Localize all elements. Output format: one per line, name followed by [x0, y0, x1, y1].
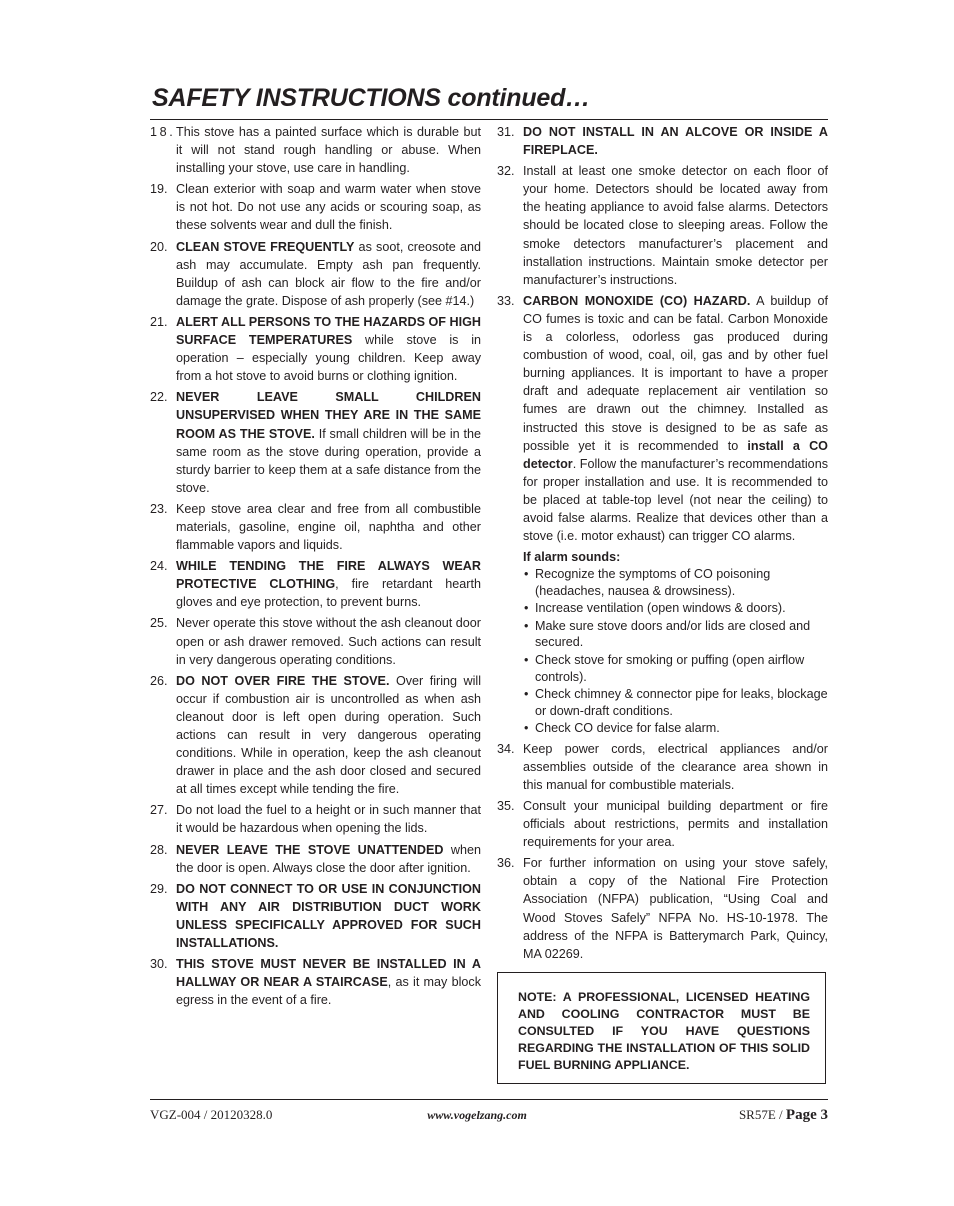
instruction-35: 35. Consult your municipal building department or fire officials about restrictions, permits and installation requirements for your area.: [497, 799, 828, 850]
list-item: • Check chimney & connector pipe for leaks, blockage or down-draft conditions.: [524, 686, 828, 718]
instruction-31: 31. DO NOT INSTALL IN AN ALCOVE OR INSIDE A FIREPLACE.: [497, 125, 828, 158]
instruction-30: 30. THIS STOVE MUST NEVER BE INSTALLED IN A HALLWAY OR NEAR A STAIRCASE, as it may block egress in the event of a fire.: [150, 957, 481, 1008]
instruction-32: 32. Install at least one smoke detector on each floor of your home. Detectors should be located away from the heating appliance to avoid false alarms. Detectors should be located close to sleeping areas. Follow the smoke detectors manufacturer’s placement and installation instructions. Maintain smoke detector per manufacturer’s instructions.: [497, 164, 828, 287]
instruction-20: 20. CLEAN STOVE FREQUENTLY as soot, creosote and ash may accumulate. Empty ash pan frequently. Buildup of ash can block air flow to the fire and/or damage the grate. Dispose of ash properly (see #14.): [150, 239, 481, 308]
page-label: Page 3: [785, 1107, 828, 1123]
list-item: • Make sure stove doors and/or lids are closed and secured.: [524, 618, 811, 650]
list-item: • Check stove for smoking or puffing (open airflow controls).: [524, 652, 805, 684]
alarm-bullet-list: [497, 566, 828, 736]
professional-note-text: NOTE: A PROFESSIONAL, LICENSED HEATING AND COOLING CONTRACTOR MUST BE CONSULTED IF YOU HAVE QUESTIONS REGARDING THE INSTALLATION OF THIS SOLID FUEL BURNING APPLIANCE.: [518, 990, 810, 1072]
professional-note-box: [497, 972, 826, 1084]
page-number: [739, 1107, 828, 1124]
bullet-icon: •: [524, 601, 529, 616]
bullet-icon: •: [524, 618, 529, 633]
alarm-heading: If alarm sounds:: [523, 550, 621, 565]
list-item: • Increase ventilation (open windows & doors).: [524, 601, 786, 616]
website-link: www.vogelzang.com: [427, 1108, 527, 1122]
list-item: • Recognize the symptoms of CO poisoning (headaches, nausea & drowsiness).: [524, 567, 771, 599]
right-column: [497, 123, 828, 966]
page-title: SAFETY INSTRUCTIONS continued…: [152, 84, 590, 112]
left-column: [150, 123, 481, 1012]
bullet-icon: •: [524, 567, 529, 582]
instruction-36: 36. For further information on using your stove safely, obtain a copy of the National Fire Protection Association (NFPA) publication, “Using Coal and Wood Stoves Safely” NFPA No. HS-10-1978. The address of the NFPA is Batterymarch Park, Quincy, MA 02269.: [497, 856, 828, 961]
bullet-icon: •: [524, 652, 529, 667]
list-item: • Check CO device for false alarm.: [524, 720, 720, 735]
instruction-28: 28. NEVER LEAVE THE STOVE UNATTENDED when the door is open. Always close the door after ignition.: [150, 842, 482, 875]
instruction-29: 29. DO NOT CONNECT TO OR USE IN CONJUNCTION WITH ANY AIR DISTRIBUTION DUCT WORK UNLESS SPECIFICALLY APPROVED FOR SUCH INSTALLATIONS.: [150, 881, 481, 951]
model-number: SR57E /: [738, 1107, 783, 1122]
instruction-27: 27. Do not load the fuel to a height or in such manner that it would be hazardous when opening the lids.: [150, 803, 481, 836]
instruction-34: 34. Keep power cords, electrical appliances and/or assemblies outside of the clearance area shown in this manual for combustible materials.: [497, 741, 828, 792]
instruction-24: 24. WHILE TENDING THE FIRE ALWAYS WEAR PROTECTIVE CLOTHING, fire retardant hearth gloves and eye protection, to prevent burns.: [150, 559, 482, 610]
instruction-22: 22. NEVER LEAVE SMALL CHILDREN UNSUPERVISED WHEN THEY ARE IN THE SAME ROOM AS THE STOVE. If small children will be in the same room as the stove during operation, provide a sturdy barrier to keep them at a safe distance from the stove.: [150, 390, 481, 495]
footer-divider: [150, 1099, 828, 1100]
bullet-icon: •: [524, 720, 529, 735]
instruction-21: 21. ALERT ALL PERSONS TO THE HAZARDS OF HIGH SURFACE TEMPERATURES while stove is in operation – especially young children. Keep away from a hot stove to avoid burns or clothing ignition.: [150, 314, 481, 384]
instruction-23: 23. Keep stove area clear and free from all combustible materials, gasoline, engine oil, naphtha and other flammable vapors and liquids.: [150, 501, 481, 553]
instruction-33: 33. CARBON MONOXIDE (CO) HAZARD. A buildup of CO fumes is toxic and can be fatal. Carbon Monoxide is a colorless, odorless gas produced during combustion of wood, coal, oil, gas and by other fuel burning appliances. It is important to have a proper draft and adequate replacement air ventilation so fumes are drawn out the chimney. Installed as instructed this stove is designed to be as safe as possible yet it is recommended to install a CO detector. Follow the manufacturer’s recommendations for proper installation and use. It is recommended to be placed at table-top level (not near the ceiling) to avoid false alarms. Realize that devices other than a stove (i.e. motor exhaust) can trigger CO alarms.: [497, 293, 828, 544]
instruction-19: 19. Clean exterior with soap and warm water when stove is not hot. Do not use any acids or scouring soap, as these solvents wear and dull the finish.: [150, 182, 481, 233]
instruction-18: 18. This stove has a painted surface which is durable but it will not stand rough handling or abuse. When installing your stove, use care in handling.: [150, 125, 481, 176]
instruction-26: 26. DO NOT OVER FIRE THE STOVE. Over firing will occur if combustion air is uncontrolled as when ash cleanout door is left open during operation. Such actions can result in very dangerous operating conditions. While in operation, keep the ash cleanout drawer in place and the ash door closed and secured at all times except while tending the fire.: [150, 673, 481, 797]
bullet-icon: •: [524, 686, 529, 701]
instruction-25: 25. Never operate this stove without the ash cleanout door open or ash drawer removed. Such actions can result in very dangerous operating conditions.: [150, 616, 481, 667]
document-code: VGZ-004 / 20120328.0: [150, 1107, 273, 1122]
title-divider: [150, 119, 828, 120]
